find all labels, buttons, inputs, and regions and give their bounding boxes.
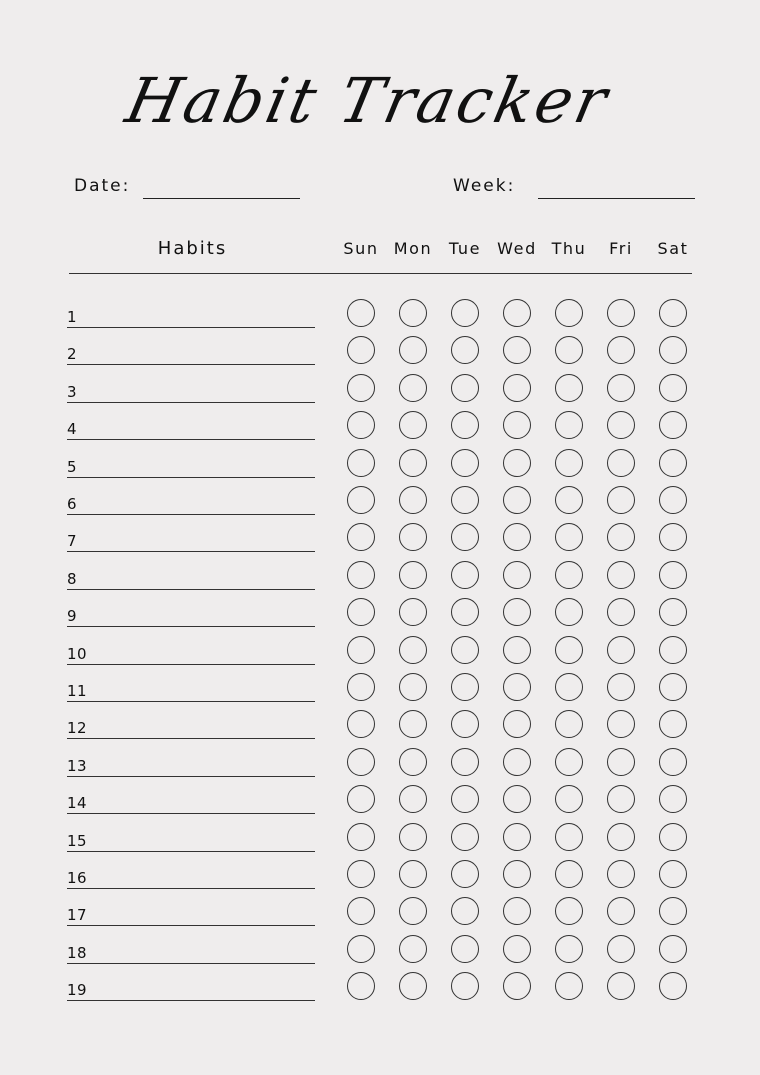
habit-checkbox-1[interactable] <box>399 710 427 738</box>
habit-checkbox-3[interactable] <box>503 561 531 589</box>
habit-row <box>0 366 760 403</box>
habit-checkbox-6[interactable] <box>659 823 687 851</box>
habit-checkbox-1[interactable] <box>399 561 427 589</box>
day-header-1: Mon <box>393 239 433 258</box>
habit-checkbox-2[interactable] <box>451 336 479 364</box>
habit-checkbox-6[interactable] <box>659 673 687 701</box>
habit-checkbox-6[interactable] <box>659 860 687 888</box>
habit-checkbox-5[interactable] <box>607 449 635 477</box>
habit-row <box>0 403 760 440</box>
habit-checkbox-4[interactable] <box>555 523 583 551</box>
habits-header: Habits <box>157 238 228 259</box>
habit-checkbox-3[interactable] <box>503 823 531 851</box>
habit-checkbox-4[interactable] <box>555 374 583 402</box>
habit-checkbox-3[interactable] <box>503 449 531 477</box>
habit-checkbox-2[interactable] <box>451 299 479 327</box>
header-divider <box>69 273 692 274</box>
habit-row-number: 2 <box>67 345 78 364</box>
habit-checkbox-6[interactable] <box>659 972 687 1000</box>
habit-row-number: 12 <box>67 719 88 738</box>
habit-row <box>0 964 760 1001</box>
habit-checkbox-1[interactable] <box>399 897 427 925</box>
habit-row-number: 5 <box>67 457 78 476</box>
habit-checkbox-0[interactable] <box>347 561 375 589</box>
habit-checkbox-1[interactable] <box>399 785 427 813</box>
habit-checkbox-6[interactable] <box>659 486 687 514</box>
habit-checkbox-4[interactable] <box>555 486 583 514</box>
habit-checkbox-4[interactable] <box>555 299 583 327</box>
habit-checkbox-4[interactable] <box>555 823 583 851</box>
habit-checkbox-5[interactable] <box>607 748 635 776</box>
habit-row <box>0 889 760 926</box>
habit-row-number: 6 <box>67 495 78 513</box>
habit-checkbox-2[interactable] <box>451 710 479 738</box>
habit-row-number: 14 <box>67 794 88 813</box>
habit-checkbox-2[interactable] <box>451 449 479 477</box>
title-script <box>119 44 616 164</box>
habit-checkbox-5[interactable] <box>607 374 635 402</box>
habit-checkbox-5[interactable] <box>607 336 635 364</box>
habit-row <box>0 815 760 852</box>
habit-checkbox-5[interactable] <box>607 299 635 327</box>
habit-checkbox-1[interactable] <box>399 972 427 1000</box>
habit-checkbox-2[interactable] <box>451 785 479 813</box>
habit-checkbox-3[interactable] <box>503 935 531 963</box>
habit-checkbox-0[interactable] <box>347 748 375 776</box>
habit-checkbox-6[interactable] <box>659 935 687 963</box>
habit-checkbox-4[interactable] <box>555 411 583 439</box>
habit-checkbox-0[interactable] <box>347 598 375 626</box>
habit-checkbox-1[interactable] <box>399 411 427 439</box>
habit-row-number: 17 <box>67 906 88 925</box>
habit-checkbox-4[interactable] <box>555 673 583 701</box>
habit-checkbox-5[interactable] <box>607 636 635 664</box>
habit-checkbox-4[interactable] <box>555 935 583 963</box>
habit-checkbox-4[interactable] <box>555 449 583 477</box>
habit-checkbox-0[interactable] <box>347 860 375 888</box>
habit-checkbox-6[interactable] <box>659 897 687 925</box>
habit-checkbox-5[interactable] <box>607 972 635 1000</box>
habit-checkbox-4[interactable] <box>555 748 583 776</box>
habit-checkbox-0[interactable] <box>347 935 375 963</box>
habit-checkbox-3[interactable] <box>503 486 531 514</box>
habit-checkbox-2[interactable] <box>451 636 479 664</box>
habit-checkbox-1[interactable] <box>399 673 427 701</box>
habit-checkbox-2[interactable] <box>451 523 479 551</box>
habit-row <box>0 291 760 328</box>
habit-checkbox-0[interactable] <box>347 785 375 813</box>
habit-checkbox-2[interactable] <box>451 897 479 925</box>
habit-row <box>0 515 760 552</box>
habit-checkbox-0[interactable] <box>347 449 375 477</box>
habit-row <box>0 441 760 478</box>
habit-checkbox-5[interactable] <box>607 523 635 551</box>
habit-checkbox-1[interactable] <box>399 748 427 776</box>
habit-row <box>0 553 760 590</box>
habit-checkbox-6[interactable] <box>659 598 687 626</box>
habit-row <box>0 628 760 665</box>
habit-checkbox-4[interactable] <box>555 972 583 1000</box>
habit-checkbox-2[interactable] <box>451 561 479 589</box>
habit-checkbox-5[interactable] <box>607 935 635 963</box>
habit-checkbox-4[interactable] <box>555 785 583 813</box>
date-field[interactable] <box>143 198 300 199</box>
habit-checkbox-0[interactable] <box>347 823 375 851</box>
habit-checkbox-1[interactable] <box>399 636 427 664</box>
habit-checkbox-4[interactable] <box>555 336 583 364</box>
habit-checkbox-4[interactable] <box>555 897 583 925</box>
habit-row <box>0 777 760 814</box>
habit-checkbox-3[interactable] <box>503 748 531 776</box>
habit-row <box>0 927 760 964</box>
habit-checkbox-0[interactable] <box>347 523 375 551</box>
habit-checkbox-3[interactable] <box>503 523 531 551</box>
habit-row-number: 10 <box>67 644 88 663</box>
habit-row-number: 4 <box>67 420 78 439</box>
habit-checkbox-6[interactable] <box>659 523 687 551</box>
habit-checkbox-5[interactable] <box>607 673 635 701</box>
habit-checkbox-2[interactable] <box>451 972 479 1000</box>
habit-checkbox-0[interactable] <box>347 374 375 402</box>
habit-checkbox-4[interactable] <box>555 710 583 738</box>
habit-checkbox-2[interactable] <box>451 598 479 626</box>
habit-name-field[interactable] <box>67 1000 315 1001</box>
habit-checkbox-4[interactable] <box>555 561 583 589</box>
habit-checkbox-0[interactable] <box>347 411 375 439</box>
habit-checkbox-1[interactable] <box>399 374 427 402</box>
habit-checkbox-6[interactable] <box>659 710 687 738</box>
habit-checkbox-1[interactable] <box>399 449 427 477</box>
habit-checkbox-2[interactable] <box>451 411 479 439</box>
habit-checkbox-3[interactable] <box>503 785 531 813</box>
habit-row-number: 18 <box>67 943 88 962</box>
habit-checkbox-5[interactable] <box>607 860 635 888</box>
habit-checkbox-2[interactable] <box>451 935 479 963</box>
habit-row <box>0 665 760 702</box>
habit-checkbox-4[interactable] <box>555 860 583 888</box>
habit-checkbox-5[interactable] <box>607 897 635 925</box>
habit-checkbox-6[interactable] <box>659 636 687 664</box>
habit-row-number: 8 <box>67 569 78 588</box>
habit-checkbox-5[interactable] <box>607 823 635 851</box>
habit-checkbox-1[interactable] <box>399 860 427 888</box>
habit-checkbox-3[interactable] <box>503 972 531 1000</box>
habit-checkbox-0[interactable] <box>347 673 375 701</box>
habit-checkbox-2[interactable] <box>451 673 479 701</box>
habit-checkbox-3[interactable] <box>503 598 531 626</box>
day-header-5: Fri <box>609 239 633 258</box>
week-field[interactable] <box>538 198 695 199</box>
habit-checkbox-0[interactable] <box>347 972 375 1000</box>
habit-row <box>0 852 760 889</box>
habit-checkbox-1[interactable] <box>399 336 427 364</box>
habit-checkbox-0[interactable] <box>347 897 375 925</box>
day-header-3: Wed <box>497 239 537 258</box>
habit-checkbox-2[interactable] <box>451 748 479 776</box>
habit-row <box>0 702 760 739</box>
habit-checkbox-0[interactable] <box>347 336 375 364</box>
habit-checkbox-6[interactable] <box>659 561 687 589</box>
date-label: Date: <box>74 176 131 196</box>
habit-checkbox-1[interactable] <box>399 598 427 626</box>
habit-row <box>0 740 760 777</box>
habit-checkbox-3[interactable] <box>503 636 531 664</box>
day-header-0: Sun <box>343 239 379 258</box>
habit-checkbox-2[interactable] <box>451 486 479 514</box>
habit-checkbox-5[interactable] <box>607 785 635 813</box>
title-text: Habit Tracker <box>119 64 616 137</box>
habit-checkbox-5[interactable] <box>607 598 635 626</box>
habit-checkbox-3[interactable] <box>503 374 531 402</box>
habit-row <box>0 590 760 627</box>
habit-checkbox-0[interactable] <box>347 486 375 514</box>
habit-checkbox-3[interactable] <box>503 860 531 888</box>
habit-checkbox-1[interactable] <box>399 823 427 851</box>
habit-row-number: 15 <box>67 831 88 850</box>
habit-checkbox-2[interactable] <box>451 823 479 851</box>
habit-checkbox-3[interactable] <box>503 411 531 439</box>
habit-checkbox-6[interactable] <box>659 748 687 776</box>
habit-checkbox-3[interactable] <box>503 710 531 738</box>
habit-checkbox-0[interactable] <box>347 636 375 664</box>
habit-checkbox-2[interactable] <box>451 374 479 402</box>
habit-checkbox-1[interactable] <box>399 486 427 514</box>
habit-checkbox-0[interactable] <box>347 299 375 327</box>
habit-checkbox-6[interactable] <box>659 299 687 327</box>
habit-row <box>0 328 760 365</box>
habit-checkbox-6[interactable] <box>659 411 687 439</box>
page-title <box>0 44 760 164</box>
habit-checkbox-6[interactable] <box>659 785 687 813</box>
week-label: Week: <box>453 176 516 196</box>
habit-checkbox-6[interactable] <box>659 336 687 364</box>
habit-checkbox-5[interactable] <box>607 411 635 439</box>
habit-checkbox-1[interactable] <box>399 523 427 551</box>
habit-row-number: 1 <box>67 308 78 326</box>
habit-checkbox-4[interactable] <box>555 636 583 664</box>
habit-row <box>0 478 760 515</box>
habit-checkbox-3[interactable] <box>503 673 531 701</box>
habit-checkbox-0[interactable] <box>347 710 375 738</box>
day-header-6: Sat <box>657 239 689 258</box>
habit-checkbox-3[interactable] <box>503 336 531 364</box>
habit-checkbox-1[interactable] <box>399 299 427 327</box>
habit-row-number: 7 <box>67 532 78 551</box>
habit-row-number: 16 <box>67 869 88 887</box>
habit-row-number: 11 <box>67 682 88 700</box>
habit-row-number: 3 <box>67 382 78 401</box>
habit-checkbox-3[interactable] <box>503 299 531 327</box>
habit-checkbox-2[interactable] <box>451 860 479 888</box>
habit-row-number: 9 <box>67 607 78 626</box>
habit-row-number: 13 <box>67 756 88 775</box>
habit-checkbox-1[interactable] <box>399 935 427 963</box>
habit-checkbox-5[interactable] <box>607 561 635 589</box>
habit-checkbox-6[interactable] <box>659 374 687 402</box>
habit-checkbox-6[interactable] <box>659 449 687 477</box>
habit-row-number: 19 <box>67 981 88 1000</box>
habit-checkbox-4[interactable] <box>555 598 583 626</box>
habit-checkbox-3[interactable] <box>503 897 531 925</box>
habit-checkbox-5[interactable] <box>607 710 635 738</box>
day-header-2: Tue <box>448 239 482 258</box>
day-header-4: Thu <box>551 239 587 258</box>
habit-checkbox-5[interactable] <box>607 486 635 514</box>
